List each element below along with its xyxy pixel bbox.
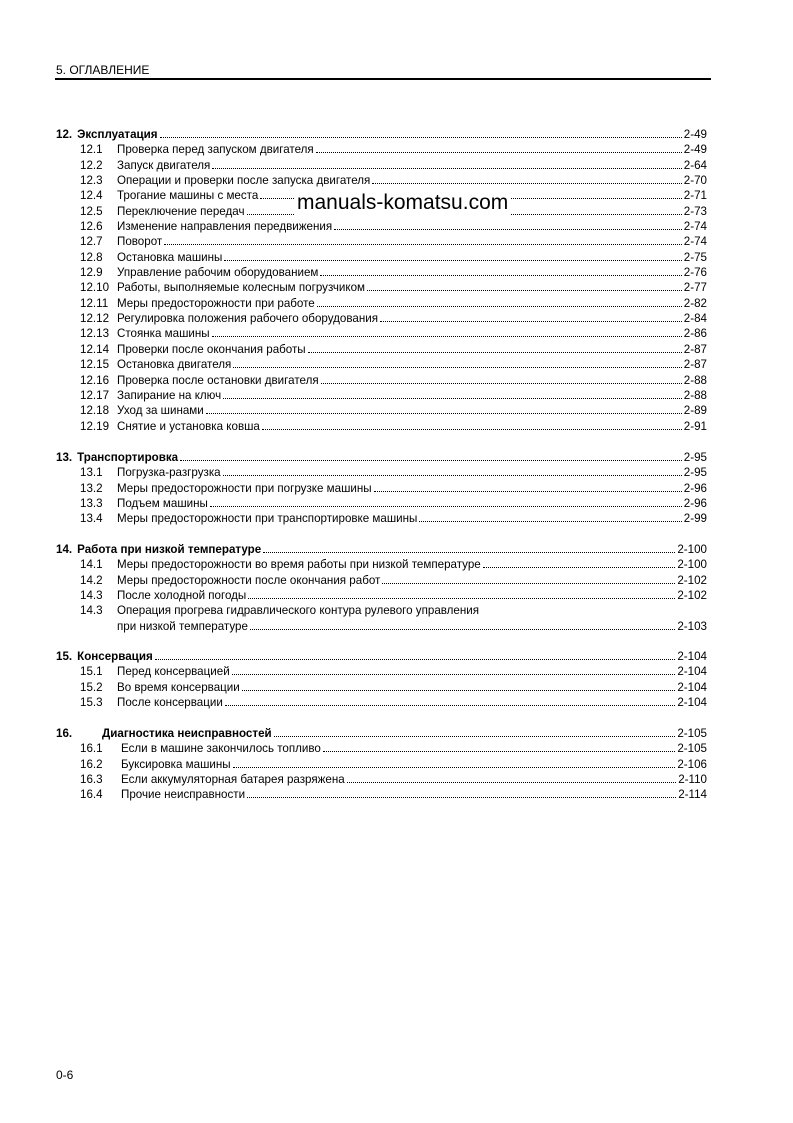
entry-title: Запирание на ключ xyxy=(117,388,222,402)
entry-title: Меры предосторожности при транспортировке машины xyxy=(117,512,418,526)
toc-entry[interactable] xyxy=(56,158,707,173)
toc-entry[interactable] xyxy=(56,465,707,480)
entry-title: Меры предосторожности при погрузке машины xyxy=(117,481,372,495)
entry-number: 16.4 xyxy=(80,788,103,802)
entry-number: 16.2 xyxy=(80,757,103,771)
entry-number: 13.2 xyxy=(80,481,103,495)
page-ref: 2-71 xyxy=(683,189,707,203)
entry-number: 13.1 xyxy=(80,466,103,480)
section-title: Транспортировка xyxy=(77,451,179,464)
toc-entry[interactable] xyxy=(56,388,707,403)
page-ref: 2-87 xyxy=(683,358,707,372)
toc-entry[interactable] xyxy=(56,511,707,526)
toc-entry[interactable] xyxy=(56,296,707,311)
watermark: manuals-komatsu.com xyxy=(297,191,509,214)
page-ref: 2-102 xyxy=(677,573,707,587)
entry-title: Остановка двигателя xyxy=(117,358,232,372)
dot-leader xyxy=(180,460,682,461)
entry-title: Трогание машины с места xyxy=(117,189,259,203)
toc-entry[interactable] xyxy=(56,481,707,496)
entry-title: Подъем машины xyxy=(117,497,208,511)
page-ref: 2-110 xyxy=(678,773,707,787)
dot-leader xyxy=(263,552,675,553)
dot-leader xyxy=(248,598,675,599)
entry-number: 12.8 xyxy=(80,250,103,264)
section-number: 16. xyxy=(56,727,73,740)
dot-leader xyxy=(274,736,676,737)
entry-number: 12.9 xyxy=(80,266,103,280)
toc-entry[interactable] xyxy=(56,741,707,756)
dot-leader xyxy=(160,137,682,138)
page-ref: 2-84 xyxy=(683,312,707,326)
entry-title: Работы, выполняемые колесным погрузчиком xyxy=(117,281,366,295)
toc-entry[interactable] xyxy=(56,573,707,588)
entry-number: 15.2 xyxy=(80,680,103,694)
page-ref: 2-87 xyxy=(683,342,707,356)
toc-entry[interactable] xyxy=(56,419,707,434)
page-ref: 2-103 xyxy=(677,619,707,633)
entry-number: 12.19 xyxy=(80,419,110,433)
entry-title: Если в машине закончилось топливо xyxy=(121,742,321,756)
page-ref: 2-104 xyxy=(677,696,707,710)
toc-entry[interactable] xyxy=(56,326,707,341)
page-ref: 2-105 xyxy=(677,742,707,756)
entry-title: Проверка после остановки двигателя xyxy=(117,373,319,387)
page-ref: 2-114 xyxy=(678,788,707,802)
toc-section xyxy=(56,649,707,710)
entry-title: После холодной погоды xyxy=(117,589,247,603)
page-ref: 2-99 xyxy=(683,512,707,526)
dot-leader xyxy=(242,690,676,691)
entry-title: Погрузка-разгрузка xyxy=(117,466,221,480)
dot-leader xyxy=(212,168,681,169)
page-ref: 2-95 xyxy=(683,466,707,480)
section-title: Диагностика неисправностей xyxy=(102,727,272,740)
dot-leader xyxy=(232,674,676,675)
dot-leader xyxy=(250,629,675,630)
toc-entry[interactable] xyxy=(56,403,707,418)
entry-number: 12.11 xyxy=(80,296,109,310)
page-ref: 2-105 xyxy=(677,727,707,740)
toc-entry[interactable] xyxy=(56,142,707,157)
page-ref: 2-88 xyxy=(683,388,707,402)
toc-entry[interactable] xyxy=(56,250,707,265)
page-ref: 2-96 xyxy=(683,497,707,511)
entry-title: Остановка машины xyxy=(117,250,223,264)
dot-leader xyxy=(225,705,676,706)
toc-entry[interactable] xyxy=(56,496,707,511)
toc-entry[interactable] xyxy=(56,219,707,234)
dot-leader xyxy=(334,229,682,230)
dot-leader xyxy=(347,782,677,783)
page-ref: 2-74 xyxy=(683,220,707,234)
page-ref: 2-104 xyxy=(677,665,707,679)
dot-leader xyxy=(372,183,681,184)
dot-leader xyxy=(320,275,681,276)
toc-section-heading[interactable] xyxy=(56,726,707,741)
toc-section-heading[interactable] xyxy=(56,649,707,664)
dot-leader xyxy=(212,336,682,337)
entry-title: Управление рабочим оборудованием xyxy=(117,266,319,280)
toc-entry[interactable] xyxy=(56,311,707,326)
dot-leader xyxy=(233,767,676,768)
toc-entry[interactable] xyxy=(56,680,707,695)
dot-leader xyxy=(262,429,682,430)
section-number: 15. xyxy=(56,650,73,663)
section-title: Эксплуатация xyxy=(77,128,158,141)
dot-leader xyxy=(233,367,681,368)
entry-title: Меры предосторожности после окончания работ xyxy=(117,573,381,587)
page-ref: 2-74 xyxy=(683,235,707,249)
entry-number: 12.6 xyxy=(80,220,103,234)
entry-title-continued: при низкой температуре xyxy=(117,619,248,633)
entry-number: 12.15 xyxy=(80,358,110,372)
toc-section-heading[interactable] xyxy=(56,450,707,465)
dot-leader xyxy=(317,306,682,307)
dot-leader xyxy=(223,475,682,476)
header-rule xyxy=(55,78,711,80)
toc-entry[interactable] xyxy=(56,695,707,710)
entry-title: Стоянка машины xyxy=(117,327,210,341)
entry-title: Запуск двигателя xyxy=(117,158,211,172)
page-ref: 2-100 xyxy=(677,543,707,556)
toc-entry[interactable] xyxy=(56,234,707,249)
page-header-title: 5. ОГЛАВЛЕНИЕ xyxy=(56,63,150,77)
toc-entry[interactable] xyxy=(56,557,707,572)
toc-section xyxy=(56,542,707,634)
page-ref: 2-75 xyxy=(683,250,707,264)
entry-title: После консервации xyxy=(117,696,223,710)
entry-number: 14.3 xyxy=(80,589,103,603)
section-number: 12. xyxy=(56,128,73,141)
page-ref: 2-95 xyxy=(683,451,707,464)
page-ref: 2-86 xyxy=(683,327,707,341)
toc-entry[interactable] xyxy=(56,588,707,603)
toc-entry[interactable] xyxy=(56,787,707,802)
entry-title: Операции и проверки после запуска двигателя xyxy=(117,174,371,188)
section-title: Работа при низкой температуре xyxy=(77,543,262,556)
dot-leader xyxy=(483,567,676,568)
dot-leader xyxy=(164,244,682,245)
toc-entry[interactable] xyxy=(56,280,707,295)
entry-number: 12.14 xyxy=(80,342,110,356)
entry-number: 15.3 xyxy=(80,696,103,710)
dot-leader xyxy=(374,491,682,492)
entry-number: 12.5 xyxy=(80,204,103,218)
entry-number: 13.4 xyxy=(80,512,103,526)
entry-title: Прочие неисправности xyxy=(121,788,246,802)
page-ref: 2-77 xyxy=(683,281,707,295)
entry-number: 16.3 xyxy=(80,773,103,787)
section-number: 13. xyxy=(56,451,73,464)
toc-entry-continuation[interactable] xyxy=(56,619,707,634)
dot-leader xyxy=(155,659,676,660)
dot-leader xyxy=(419,521,681,522)
entry-number: 12.10 xyxy=(80,281,110,295)
toc-entry[interactable] xyxy=(56,772,707,787)
entry-title: Проверки после окончания работы xyxy=(117,342,306,356)
entry-number: 12.7 xyxy=(80,235,103,249)
section-title: Консервация xyxy=(77,650,153,663)
section-number: 14. xyxy=(56,543,73,556)
page-ref: 2-70 xyxy=(683,174,707,188)
entry-title: Если аккумуляторная батарея разряжена xyxy=(121,773,345,787)
entry-number: 16.1 xyxy=(80,742,103,756)
entry-number: 12.12 xyxy=(80,312,110,326)
page-ref: 2-96 xyxy=(683,481,707,495)
entry-title: Поворот xyxy=(117,235,163,249)
dot-leader xyxy=(224,260,681,261)
entry-title: Переключение передач xyxy=(117,204,245,218)
page-ref: 2-100 xyxy=(677,558,707,572)
dot-leader xyxy=(367,290,682,291)
toc-entry[interactable] xyxy=(56,603,707,618)
page-ref: 2-91 xyxy=(683,419,707,433)
dot-leader xyxy=(316,152,682,153)
entry-number: 12.2 xyxy=(80,158,103,172)
dot-leader xyxy=(321,383,682,384)
entry-number: 14.2 xyxy=(80,573,103,587)
page-ref: 2-82 xyxy=(683,296,707,310)
toc-section xyxy=(56,127,707,434)
toc-section-heading[interactable] xyxy=(56,542,707,557)
dot-leader xyxy=(308,352,682,353)
entry-title: Регулировка положения рабочего оборудования xyxy=(117,312,378,326)
entry-title: Уход за шинами xyxy=(117,404,204,418)
entry-title: Снятие и установка ковша xyxy=(117,419,260,433)
toc-entry[interactable] xyxy=(56,373,707,388)
dot-leader xyxy=(323,751,675,752)
toc-entry[interactable] xyxy=(56,265,707,280)
toc-section-heading[interactable] xyxy=(56,127,707,142)
toc-section xyxy=(56,726,707,803)
dot-leader xyxy=(380,321,682,322)
entry-number: 12.4 xyxy=(80,189,103,203)
dot-leader xyxy=(223,398,682,399)
entry-title: Изменение направления передвижения xyxy=(117,220,333,234)
dot-leader xyxy=(210,506,682,507)
page-ref: 2-64 xyxy=(683,158,707,172)
entry-title: Во время консервации xyxy=(117,680,240,694)
entry-title: Буксировка машины xyxy=(121,757,231,771)
entry-number: 15.1 xyxy=(80,665,103,679)
entry-number: 12.1 xyxy=(80,143,103,157)
page-ref: 2-76 xyxy=(683,266,707,280)
page-number: 0-6 xyxy=(56,1068,74,1082)
entry-number: 12.18 xyxy=(80,404,110,418)
entry-number: 14.1 xyxy=(80,558,103,572)
entry-number: 12.16 xyxy=(80,373,110,387)
toc-entry[interactable] xyxy=(56,357,707,372)
entry-number: 14.3 xyxy=(80,604,103,618)
entry-title: Перед консервацией xyxy=(117,665,230,679)
entry-number: 12.13 xyxy=(80,327,110,341)
entry-number: 13.3 xyxy=(80,497,103,511)
entry-title: Операция прогрева гидравлического контура рулевого управления xyxy=(117,604,480,618)
page-ref: 2-104 xyxy=(677,680,707,694)
toc-section xyxy=(56,450,707,527)
entry-title: Меры предосторожности во время работы при низкой температуре xyxy=(117,558,481,572)
page-ref: 2-106 xyxy=(677,757,707,771)
dot-leader xyxy=(382,583,675,584)
page-ref: 2-49 xyxy=(683,143,707,157)
page-ref: 2-104 xyxy=(677,650,707,663)
page-ref: 2-49 xyxy=(683,128,707,141)
page-ref: 2-88 xyxy=(683,373,707,387)
page-ref: 2-89 xyxy=(683,404,707,418)
toc-entry[interactable] xyxy=(56,342,707,357)
dot-leader xyxy=(247,797,676,798)
toc-entry[interactable] xyxy=(56,173,707,188)
entry-number: 12.17 xyxy=(80,388,110,402)
entry-number: 12.3 xyxy=(80,174,103,188)
dot-leader xyxy=(206,413,682,414)
page-ref: 2-73 xyxy=(683,204,707,218)
entry-title: Проверка перед запуском двигателя xyxy=(117,143,314,157)
toc-entry[interactable] xyxy=(56,757,707,772)
toc-entry[interactable] xyxy=(56,664,707,679)
page-ref: 2-102 xyxy=(677,589,707,603)
entry-title: Меры предосторожности при работе xyxy=(117,296,315,310)
